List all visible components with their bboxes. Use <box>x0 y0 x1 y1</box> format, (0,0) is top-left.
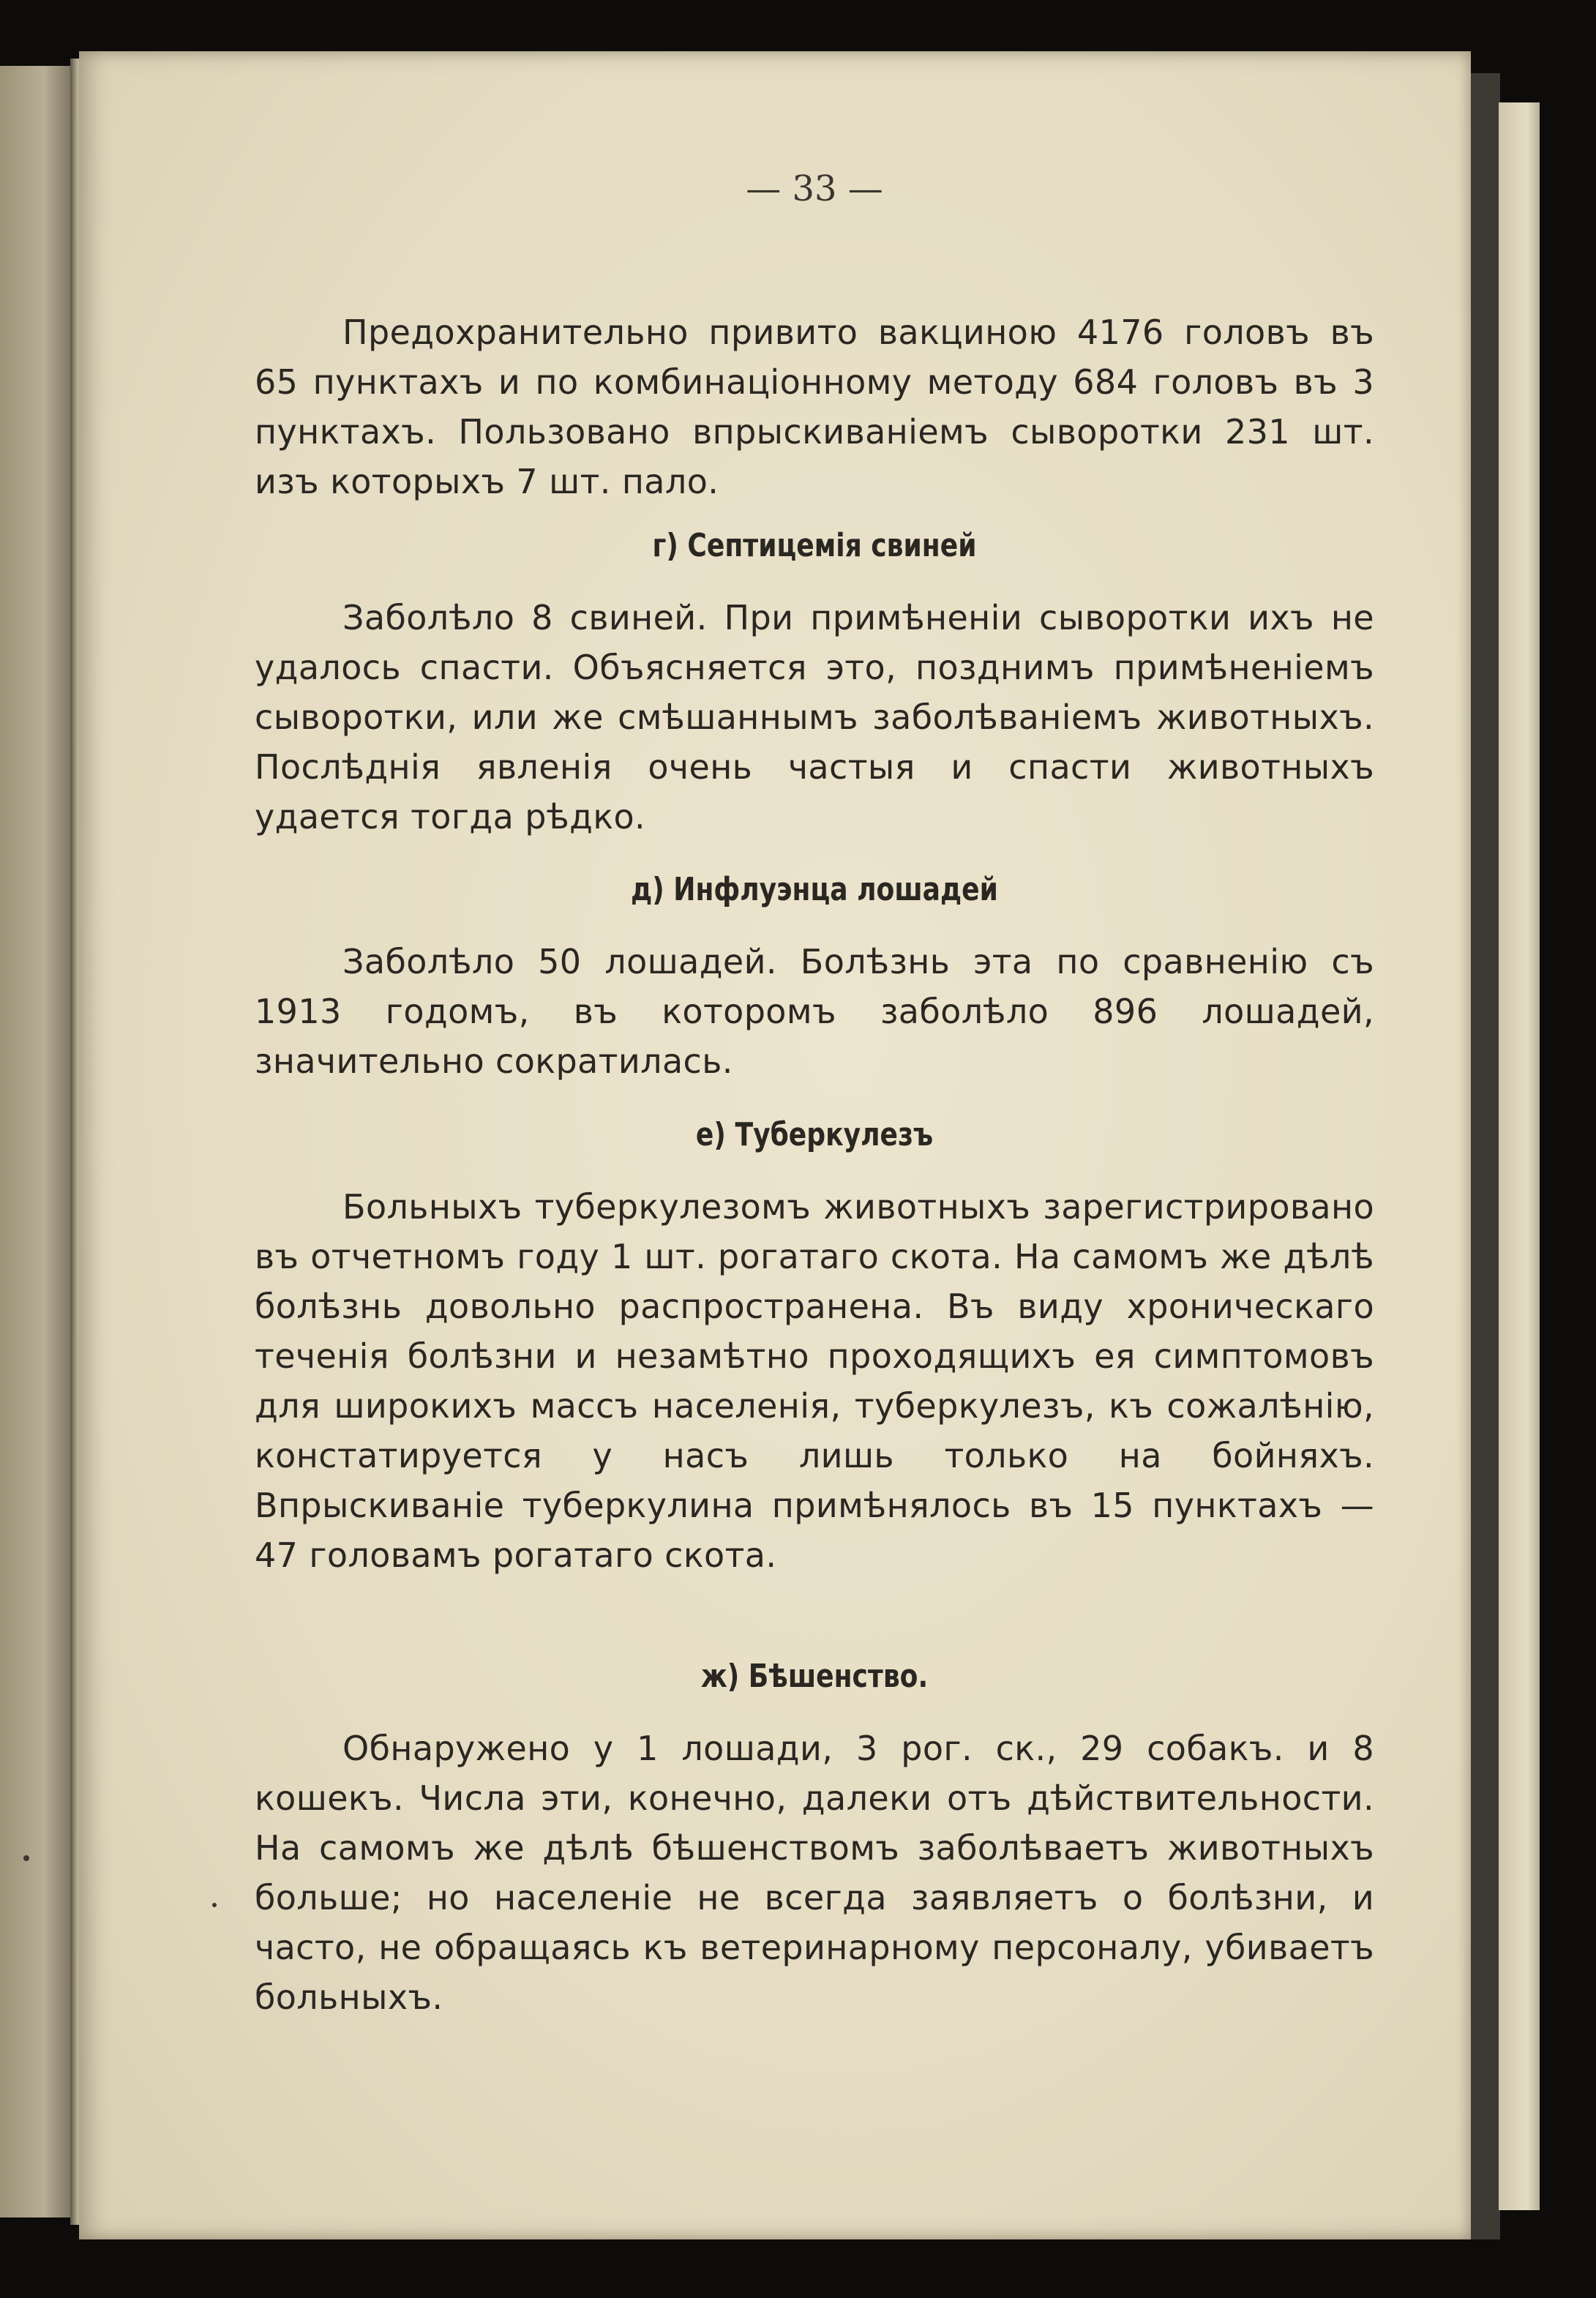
page-number: — 33 — <box>746 168 883 209</box>
right-page-stack <box>1499 102 1540 2210</box>
heading-influenza: д) Инфлуэнца лошадей <box>631 871 998 908</box>
left-page-edge <box>0 66 73 2217</box>
right-cover-edge <box>1471 73 1500 2239</box>
paragraph-tuberculosis: Больныхъ туберкулезомъ животныхъ зарегистрировано въ отчетномъ году 1 шт. рогатаго скота. На самомъ же дѣлѣ болѣзнь довольно распространена. Въ виду хроническаго теченія болѣзни и незамѣтно проходящихъ ея симптомовъ для широкихъ массъ населенія, туберкулезъ, къ сожалѣнію, констатируется у насъ лишь только на бойняхъ. Впрыскиваніе туберкулина примѣнялось въ 15 пунктахъ — 47 головамъ рогатаго скота. <box>255 1187 1374 1575</box>
heading-tuberculosis: е) Туберкулезъ <box>695 1116 934 1153</box>
document-page <box>79 51 1471 2239</box>
heading-septicemia: г) Септицемія свиней <box>652 527 977 564</box>
paragraph-septicemia: Заболѣло 8 свиней. При примѣненіи сыворотки ихъ не удалось спасти. Объясняется это, позднимъ примѣненіемъ сыворотки, или же смѣшаннымъ заболѣваніемъ животныхъ. Послѣднія явленія очень частыя и спасти животныхъ удается тогда рѣдко. <box>255 598 1374 837</box>
paragraph-vaccination: Предохранительно привито вакциною 4176 головъ въ 65 пунктахъ и по комбинаціонному методу 684 головъ въ 3 пунктахъ. Пользовано впрыскиваніемъ сыворотки 231 шт. изъ которыхъ 7 шт. пало. <box>255 312 1374 501</box>
paragraph-rabies: Обнаружено у 1 лошади, 3 рог. ск., 29 собакъ. и 8 кошекъ. Числа эти, конечно, далеки отъ дѣйствительности. На самомъ же дѣлѣ бѣшенствомъ заболѣваетъ животныхъ больше; но населеніе не всегда заявляетъ о болѣзни, и часто, не обращаясь къ ветеринарному персоналу, убиваетъ больныхъ. <box>255 1729 1374 2017</box>
margin-speck <box>23 1855 29 1861</box>
paragraph-influenza: Заболѣло 50 лошадей. Болѣзнь эта по сравненію съ 1913 годомъ, въ которомъ заболѣло 896 лошадей, значительно сократилась. <box>255 942 1374 1081</box>
heading-rabies: ж) Бѣшенство. <box>700 1658 929 1695</box>
margin-speck <box>212 1903 217 1907</box>
